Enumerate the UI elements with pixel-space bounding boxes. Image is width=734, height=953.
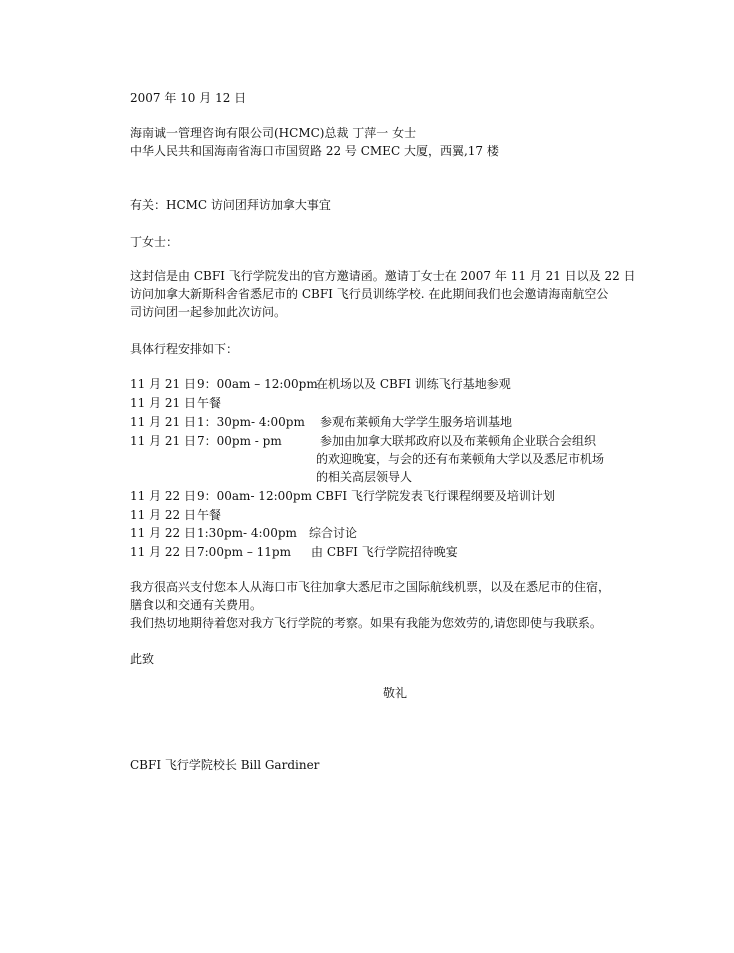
schedule-date: 11 月 22 日: [130, 489, 196, 503]
schedule-time: 7:00pm – 11pm: [197, 545, 291, 559]
schedule-date: 11 月 21 日: [130, 377, 196, 391]
schedule-desc: CBFI 飞行学院发表飞行课程纲要及培训计划: [316, 489, 555, 503]
schedule-date: 11 月 21 日: [130, 434, 196, 448]
intro-line-1: 这封信是由 CBFI 飞行学院发出的官方邀请函。邀请丁女士在 2007 年 11 月 21 日以及 22 日: [130, 269, 636, 283]
schedule-desc: 参观布莱顿角大学学生服务培训基地: [320, 415, 513, 429]
schedule-desc: 由 CBFI 飞行学院招待晚宴: [311, 545, 458, 559]
schedule-date: 11 月 22 日: [130, 545, 196, 559]
schedule-time: 1：30pm- 4:00pm: [197, 415, 305, 429]
schedule-time: 7：00pm - pm: [197, 434, 282, 448]
closing-line-3: 我们热切地期待着您对我方飞行学院的考察。如果有我能为您效劳的,请您即使与我联系。: [130, 616, 602, 630]
closing-line-1: 我方很高兴支付您本人从海口市飞往加拿大悉尼市之国际航线机票，以及在悉尼市的住宿，: [130, 580, 611, 594]
schedule-time: 9：00am- 12:00pm: [197, 489, 312, 503]
regards: 敬礼: [383, 686, 408, 700]
schedule-desc: 参加由加拿大联邦政府以及布莱顿角企业联合会组织: [320, 434, 597, 448]
schedule-desc: 的欢迎晚宴，与会的还有布莱顿角大学以及悉尼市机场: [316, 452, 605, 466]
schedule-date: 11 月 22 日: [130, 526, 196, 540]
schedule-desc: 在机场以及 CBFI 训练飞行基地参观: [316, 377, 511, 391]
intro-line-3: 司访问团一起参加此次访问。: [130, 305, 287, 319]
recipient-line-1: 海南诚一管理咨询有限公司(HCMC)总裁 丁萍一 女士: [130, 126, 417, 140]
closing-salute: 此致: [130, 652, 155, 666]
schedule-desc: 综合讨论: [309, 526, 358, 540]
schedule-time: 1:30pm- 4:00pm: [197, 526, 297, 540]
letter-date: 2007 年 10 月 12 日: [130, 91, 247, 105]
schedule-time: 午餐: [197, 396, 222, 410]
intro-line-2: 访问加拿大新斯科舍省悉尼市的 CBFI 飞行员训练学校. 在此期间我们也会邀请海南航空公: [130, 287, 609, 301]
recipient-line-2: 中华人民共和国海南省海口市国贸路 22 号 CMEC 大厦，西翼,17 楼: [130, 144, 499, 158]
schedule-date: 11 月 21 日: [130, 396, 196, 410]
subject-line: 有关：HCMC 访问团拜访加拿大事宜: [130, 198, 331, 212]
schedule-desc: 的相关高层领导人: [316, 470, 413, 484]
schedule-time: 9：00am – 12:00pm: [197, 377, 318, 391]
salutation: 丁女士：: [130, 235, 179, 249]
schedule-heading: 具体行程安排如下：: [130, 342, 239, 356]
signature: CBFI 飞行学院校长 Bill Gardiner: [130, 758, 320, 772]
schedule-date: 11 月 22 日: [130, 508, 196, 522]
closing-line-2: 膳食以和交通有关费用。: [130, 598, 263, 612]
schedule-time: 午餐: [197, 508, 222, 522]
schedule-date: 11 月 21 日: [130, 415, 196, 429]
